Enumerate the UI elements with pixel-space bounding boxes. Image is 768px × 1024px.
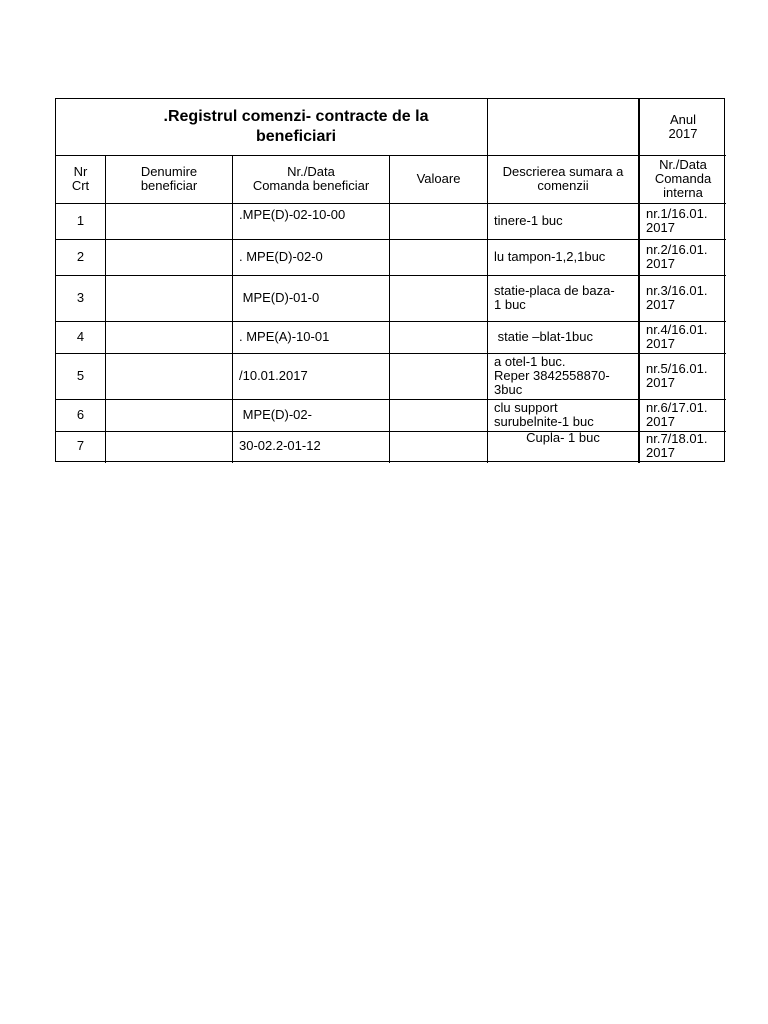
row-comanda-beneficiar: .MPE(D)-02-10-00 — [239, 207, 346, 222]
row-valoare — [390, 321, 487, 353]
row-descriere: lu tampon-1,2,1buc — [494, 249, 606, 264]
header-descriere: Descrierea sumara a comenzii — [502, 164, 624, 193]
row-nr: 2 — [76, 249, 85, 264]
row-comanda-beneficiar: 30-02.2-01-12 — [239, 438, 321, 453]
header-comanda-interna: Nr./Data Comanda interna — [654, 157, 712, 200]
row-comanda-beneficiar: . MPE(A)-10-01 — [239, 329, 330, 344]
row-comanda-interna: nr.4/16.01. 2017 — [646, 322, 708, 351]
row-nr: 1 — [76, 213, 85, 228]
header-valoare: Valoare — [416, 171, 461, 186]
row-comanda-interna: nr.2/16.01. 2017 — [646, 242, 708, 271]
row-beneficiar — [106, 239, 232, 275]
row-nr: 3 — [76, 290, 85, 305]
row-comanda-beneficiar: /10.01.2017 — [239, 368, 308, 383]
row-beneficiar — [106, 321, 232, 353]
row-nr: 5 — [76, 368, 85, 383]
row-nr: 6 — [76, 407, 85, 422]
row-beneficiar — [106, 431, 232, 461]
row-comanda-interna: nr.6/17.01. 2017 — [646, 400, 708, 429]
row-valoare — [390, 353, 487, 399]
row-comanda-interna: nr.7/18.01. 2017 — [646, 431, 708, 460]
header-denumire-beneficiar: Denumire beneficiar — [140, 164, 198, 193]
row-comanda-beneficiar: . MPE(D)-02-0 — [239, 249, 323, 264]
row-nr: 4 — [76, 329, 85, 344]
row-comanda-beneficiar: MPE(D)-02- — [239, 407, 312, 422]
row-comanda-interna: nr.5/16.01. 2017 — [646, 361, 708, 390]
header-nr-crt: Nr Crt — [71, 164, 90, 193]
row-beneficiar — [106, 353, 232, 399]
row-beneficiar — [106, 399, 232, 431]
row-descriere: statie-placa de baza- 1 buc — [494, 283, 615, 312]
row-nr: 7 — [76, 438, 85, 453]
row-beneficiar — [106, 203, 232, 239]
header-comanda-beneficiar: Nr./Data Comanda beneficiar — [252, 164, 370, 193]
year-label: Anul 2017 — [668, 112, 698, 141]
row-descriere: statie –blat-1buc — [494, 329, 594, 344]
row-comanda-interna: nr.1/16.01. 2017 — [646, 206, 708, 235]
row-comanda-interna: nr.3/16.01. 2017 — [646, 283, 708, 312]
row-descriere: tinere-1 buc — [494, 213, 563, 228]
row-comanda-beneficiar: MPE(D)-01-0 — [239, 290, 320, 305]
row-valoare — [390, 431, 487, 461]
row-beneficiar — [106, 275, 232, 321]
row-descriere: clu support surubelnite-1 buc — [494, 400, 594, 429]
row-descriere: Cupla- 1 buc — [526, 430, 600, 445]
row-valoare — [390, 203, 487, 239]
register-table — [55, 98, 725, 462]
row-valoare — [390, 239, 487, 275]
row-valoare — [390, 399, 487, 431]
row-valoare — [390, 275, 487, 321]
row-descriere: a otel-1 buc. Reper 3842558870- 3buc — [494, 354, 610, 397]
register-title: .Registrul comenzi- contracte de la beneficiari — [163, 108, 429, 145]
